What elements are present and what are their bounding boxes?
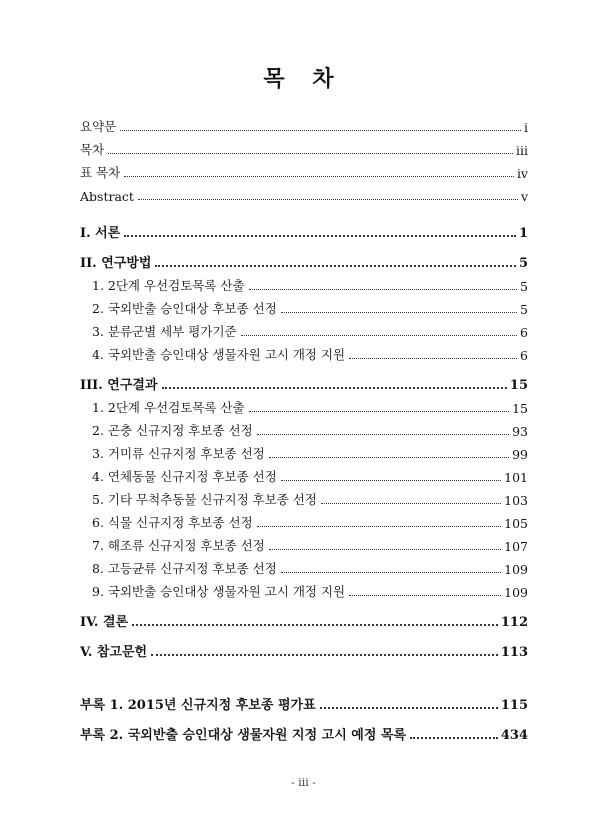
- toc-label: 7. 해조류 신규지정 후보종 선정: [92, 538, 265, 553]
- toc-page: 434: [500, 728, 528, 743]
- toc-label: III. 연구결과: [80, 378, 158, 393]
- toc-page: 99: [512, 447, 528, 462]
- toc-chapter-references[interactable]: [80, 637, 528, 660]
- dot-leader: [349, 358, 517, 359]
- page-title: 목 차: [263, 66, 344, 92]
- page-number: - iii -: [291, 776, 316, 789]
- dot-leader: [155, 265, 516, 267]
- toc-page: 112: [500, 615, 528, 630]
- toc-entry-abstract[interactable]: [80, 181, 528, 204]
- toc-appendix-2[interactable]: [80, 720, 528, 743]
- toc-chapter-methods[interactable]: [80, 248, 528, 271]
- dot-leader: [120, 130, 521, 131]
- dot-leader: [281, 480, 501, 481]
- toc-entry[interactable]: [80, 462, 528, 485]
- toc-page: 101: [504, 470, 528, 485]
- dot-leader: [249, 289, 517, 290]
- toc-label: II. 연구방법: [80, 256, 152, 271]
- toc-entry[interactable]: [80, 271, 528, 294]
- dot-leader: [281, 312, 517, 313]
- dot-leader: [269, 549, 501, 550]
- toc-page: 6: [520, 348, 528, 363]
- toc-chapter-conclusion[interactable]: [80, 607, 528, 630]
- toc-page: 109: [504, 585, 528, 600]
- toc-entry[interactable]: [80, 439, 528, 462]
- toc-label: 2. 국외반출 승인대상 후보종 선정: [92, 301, 277, 316]
- toc-chapter-results[interactable]: [80, 370, 528, 393]
- toc-label: 4. 국외반출 승인대상 생물자원 고시 개정 지원: [92, 347, 346, 362]
- toc-page: 113: [500, 645, 528, 660]
- toc-page: 5: [520, 302, 528, 317]
- toc-label: 부록 2. 국외반출 승인대상 생물자원 지정 고시 예정 목록: [80, 728, 407, 743]
- dot-leader: [132, 624, 498, 626]
- dot-leader: [349, 595, 501, 596]
- toc-entry-table-list[interactable]: [80, 158, 528, 181]
- toc-label: 1. 2단계 우선검토목록 산출: [92, 278, 245, 293]
- toc-label: 2. 곤충 신규지정 후보종 선정: [92, 423, 253, 438]
- toc-page: 5: [520, 279, 528, 294]
- toc-label: 표 목차: [80, 165, 121, 180]
- dot-leader: [321, 503, 501, 504]
- toc-entry[interactable]: [80, 340, 528, 363]
- table-of-contents: [80, 112, 528, 743]
- toc-label: 부록 1. 2015년 신규지정 후보종 평가표: [80, 698, 316, 713]
- toc-page: 93: [512, 424, 528, 439]
- dot-leader: [281, 572, 501, 573]
- dot-leader: [108, 153, 513, 154]
- toc-entry[interactable]: [80, 554, 528, 577]
- toc-label: 3. 거미류 신규지정 후보종 선정: [92, 446, 265, 461]
- toc-page: iv: [516, 166, 528, 181]
- toc-page: 107: [504, 539, 528, 554]
- toc-label: 요약문: [80, 119, 117, 134]
- toc-page: 15: [509, 378, 528, 393]
- dot-leader: [162, 387, 507, 389]
- toc-entry[interactable]: [80, 294, 528, 317]
- toc-page: 15: [512, 401, 528, 416]
- toc-label: I. 서론: [80, 226, 121, 241]
- toc-entry[interactable]: [80, 485, 528, 508]
- toc-page: 103: [504, 493, 528, 508]
- toc-appendix-1[interactable]: [80, 690, 528, 713]
- toc-label: 5. 기타 무척추동물 신규지정 후보종 선정: [92, 492, 317, 507]
- toc-entry-contents[interactable]: [80, 135, 528, 158]
- toc-label: 9. 국외반출 승인대상 생물자원 고시 개정 지원: [92, 584, 346, 599]
- toc-page: v: [520, 189, 528, 204]
- toc-label: 4. 연체동물 신규지정 후보종 선정: [92, 469, 277, 484]
- dot-leader: [269, 457, 509, 458]
- toc-label: 6. 식물 신규지정 후보종 선정: [92, 515, 253, 530]
- toc-page: i: [524, 120, 528, 135]
- toc-entry[interactable]: [80, 393, 528, 416]
- toc-label: 1. 2단계 우선검토목록 산출: [92, 400, 245, 415]
- dot-leader: [151, 654, 498, 656]
- toc-page: 1: [518, 226, 528, 241]
- toc-entry[interactable]: [80, 531, 528, 554]
- dot-leader: [241, 335, 517, 336]
- dot-leader: [138, 199, 518, 200]
- dot-leader: [320, 707, 498, 709]
- toc-label: 3. 분류군별 세부 평가기준: [92, 324, 237, 339]
- toc-page: 105: [504, 516, 528, 531]
- dot-leader: [257, 434, 509, 435]
- toc-label: 8. 고등균류 신규지정 후보종 선정: [92, 561, 277, 576]
- toc-entry-summary[interactable]: [80, 112, 528, 135]
- toc-page: iii: [516, 143, 528, 158]
- toc-label: 목차: [80, 142, 105, 157]
- toc-page: 109: [504, 562, 528, 577]
- toc-page: 6: [520, 325, 528, 340]
- toc-label: V. 참고문헌: [80, 645, 148, 660]
- dot-leader: [257, 526, 501, 527]
- dot-leader: [124, 235, 516, 237]
- dot-leader: [249, 411, 510, 412]
- toc-page: 115: [500, 698, 528, 713]
- dot-leader: [124, 176, 514, 177]
- toc-entry[interactable]: [80, 416, 528, 439]
- toc-entry[interactable]: [80, 317, 528, 340]
- toc-entry[interactable]: [80, 508, 528, 531]
- toc-label: Abstract: [80, 189, 134, 204]
- toc-page: 5: [518, 256, 528, 271]
- toc-label: IV. 결론: [80, 615, 129, 630]
- dot-leader: [410, 737, 498, 739]
- toc-entry[interactable]: [80, 577, 528, 600]
- toc-chapter-introduction[interactable]: [80, 218, 528, 241]
